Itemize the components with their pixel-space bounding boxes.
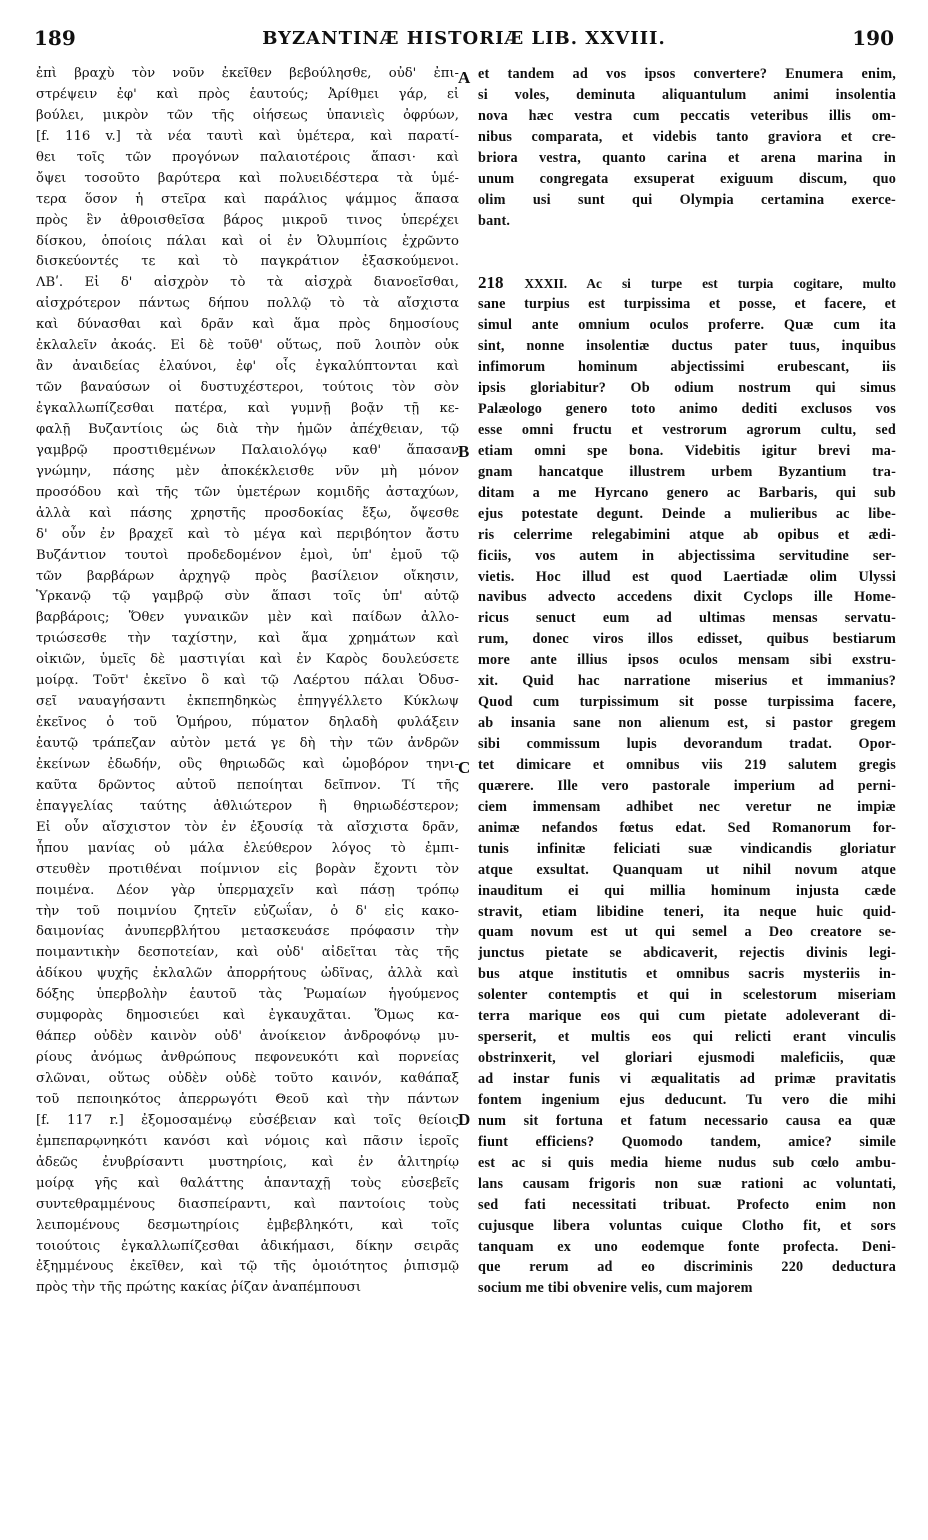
greek-text-line: γαμβρῷ προστιθεμένων Παλαιολόγῳ καθ' ἅπασαν	[36, 442, 459, 458]
greek-text-line: μοίρᾳ. Τοῦτ' ἐκεῖνο ὃ καὶ τῷ Λαέρτου πάλαι Ὀδυσ-	[36, 673, 459, 689]
latin-text-line: quærere. Ille vero pastorale imperium ad perni-	[478, 777, 896, 794]
greek-text-line: καῦτα δρῶντος αὐτοῦ πεποίηται δεῖπνον. Τί τῆς	[36, 777, 459, 793]
greek-text-line: προσόδου καὶ τῆς τῶν ὑμετέρων κομιδῆς ἀσταχύων,	[36, 484, 459, 500]
latin-text-line: inauditum ei qui millia hominum injusta cæde	[478, 882, 896, 899]
running-title: BYZANTINÆ HISTORIÆ LIB. XXVIII.	[262, 28, 666, 49]
greek-text-line: ἐκεῖνος ὁ τοῦ Ὁμήρου, πύματον δηλαδὴ φυλάξειν	[36, 715, 459, 731]
latin-text-line: tunis infinitæ feliciati suæ vindicandis gloriatur	[478, 840, 896, 857]
greek-text-line: ἐκλαλεῖν ἀκοάς. Εἰ δὲ τοῦθ' οὕτως, ποῦ λοιπὸν οὐκ	[36, 338, 459, 354]
greek-text-line: οἰκιῶν, ὑμεῖς δὲ μαστιγίαι καὶ ἐν Καρὸς δουλεύσετε	[36, 652, 459, 668]
greek-text-line: Εἰ οὖν αἴσχιστον τὸν ἐν ἐξουσίᾳ τὰ αἴσχιστα δρᾶν,	[36, 819, 459, 835]
latin-text-line: ab insania sane non alienum est, si pastor gregem	[478, 715, 896, 732]
greek-text-line: δ' οὖν ἐν βραχεῖ καὶ τὸ μέγα καὶ περιβόητον ἄστυ	[36, 526, 459, 542]
greek-text-line: Βυζάντιον τουτοὶ προδεδομένον ἐμοὶ, ὑπ' ἐμοῦ τῷ	[36, 547, 459, 563]
greek-text-line: ΛΒʹ. Εἰ δ' αἰσχρὸν τὸ τὰ αἰσχρὰ διανοεῖσθαι,	[36, 275, 459, 291]
greek-text-line: ἐγκαλλωπίζεσθαι πατέρα, καὶ γυμνῇ βοᾷν τῇ κε-	[36, 401, 459, 416]
greek-text-line: ἐπαγγελίας ταύτης ἀθλιώτερον ἢ θηριωδέστερον;	[36, 798, 459, 814]
edition-page-number: 218	[478, 273, 525, 293]
greek-text-line: τριώσεσθε τὴν ταχίστην, καὶ ἅμα χρημάτων καὶ	[36, 631, 459, 647]
latin-text-line: nova hæc vestra cum peccatis veteribus illis om-	[478, 107, 896, 124]
latin-text-line: num sit fortuna et fatum necessario causa ea quæ	[478, 1112, 896, 1129]
latin-text-line: esse omni fructu et vestrorum agrorum cultu, sed	[478, 421, 896, 438]
latin-text-line: bus atque institutis et omnibus sacris mysteriis in-	[478, 966, 896, 983]
greek-text-line: ἀδεῶς ἐνυβρίσαντι μυστηρίοις, καὶ ἐν ἀλιτηρίῳ	[36, 1154, 459, 1170]
greek-text-line: θάπερ οὐδὲν καινὸν οὐδ' ἀνοίκειον ἀνδροφόνῳ μυ-	[36, 1029, 459, 1045]
latin-text-line: obstrinxerit, vel gloriari ejusmodi maleficiis, quæ	[478, 1050, 896, 1067]
greek-text-line: ποιμαντικὴν δεσποτείαν, καὶ οὐδ' αἰδεῖται τὰς τῆς	[36, 945, 459, 961]
latin-text-line: nibus comparata, et videbis tanto graviora et cre-	[478, 128, 896, 145]
running-header	[34, 26, 894, 62]
latin-text-line: cujusque libera voluntas cuique Clotho fit, et sors	[478, 1217, 896, 1234]
latin-text-line: stravit, etiam libidine teneri, ita neque huic quid-	[478, 903, 896, 920]
latin-text-line: etiam omni spe bona. Videbitis igitur brevi ma-	[478, 442, 896, 459]
latin-text-line: animæ nefandos fœtus edat. Sed Romanorum for-	[478, 819, 896, 836]
greek-text-line: δισκεύοντές τε καὶ τὸ παγκράτιον ἐξασκούμενοι.	[36, 254, 459, 270]
latin-text-line: tet dimicare et omnibus viis 219 salutem gregis	[478, 756, 896, 773]
greek-text-line: ἐπὶ βραχὺ τὸν νοῦν ἐκεῖθεν βεβούλησθε, οὐδ' ἐπι-	[36, 66, 459, 81]
latin-text-line: navibus advecto accedens dixit Cyclops ille Home-	[478, 589, 896, 606]
latin-text-line: briora vestra, quanto carina et arena marina in	[478, 149, 896, 166]
greek-text-line: ρίους ἀνόμως ἀνθρώπους πεφονευκότι καὶ πορνείας	[36, 1050, 459, 1066]
latin-text-line: rum, donec viros illos edisset, quibus bestiarum	[478, 631, 896, 648]
greek-text-line: σεῖ ναυαγήσαντι ἐκπεπηδηκὼς ἐπηγγέλλετο Κύκλωψ	[36, 694, 459, 710]
paragraph-gap	[478, 252, 896, 273]
margin-letter-a: A	[458, 68, 471, 87]
greek-text-line: συμφορὰς δημοσιεύει καὶ ἐγκαυχᾶται. Ὅμως κα-	[36, 1008, 459, 1024]
greek-text-line: ἂν ἀναιδείας ἐλαύνοι, ἐφ' οἷς ἐγκαλύπτονται καὶ	[36, 359, 459, 375]
greek-text-line: τῶν βαρβάρων ἀρχηγῷ πρὸς βασίλειον οἴκησιν,	[36, 568, 459, 584]
latin-text-line: infimorum hominum abjectissimi erubescant, iis	[478, 359, 896, 376]
latin-text-line: socium me tibi obvenire velis, cum majorem	[478, 1280, 753, 1297]
latin-text-line: ris celerrime relegabimini atque ab opibus et ædi-	[478, 526, 896, 543]
greek-text-line: ἐξημμένους ἐκεῖθεν, καὶ τῷ τῆς ὁμοιότητος ῥιπισμῷ	[36, 1259, 459, 1275]
greek-text-line: ἑαυτῷ τράπεζαν αὐτὸν μετά γε δὴ τὴν τῶν ἀνδρῶν	[36, 736, 459, 751]
greek-text-line: αἰσχρότερον πάντως δήπου πολλῷ τὸ τὰ αἴσχιστα	[36, 296, 459, 312]
greek-text-line: μοίρᾳ γῆς καὶ θαλάττης ἁπανταχῇ τοὺς εὐσεβεῖς	[36, 1175, 459, 1191]
latin-text-line: tanquam ex uno eodemque fonte profecta. Deni-	[478, 1238, 896, 1255]
greek-text-line: λειπομένους δεσμωτηρίοις ἐμβεβληκότι, καὶ τοῖς	[36, 1217, 459, 1233]
greek-text-line: πρὸς ἓν ἀθροισθεῖσα βάρος μικροῦ τινος ὑπερέχει	[36, 212, 459, 228]
latin-text-line: si voles, deminuta aliquantulum animi insolentia	[478, 86, 896, 103]
greek-text-line: καὶ δύνασθαι καὶ δρᾶν καὶ ἅμα πρὸς δημοσίους	[36, 317, 459, 333]
latin-text-line: lans causam frigoris non suæ rationi ac voluntati,	[478, 1175, 896, 1192]
latin-text-line: solenter contemptis et qui in scelestorum miseriam	[478, 987, 896, 1004]
greek-text-line: πρὸς τὴν τῆς πρώτης κακίας ῥίζαν ἀναπέμπουσι	[36, 1280, 361, 1296]
latin-text-line: est ac si quis media hieme nudus sub cœlo ambu-	[478, 1154, 896, 1171]
greek-text-line: τοιούτοις ἐγκαλλωπίζεσθαι ἀδικήμασι, δίκην σειρᾶς	[36, 1238, 459, 1254]
latin-text-line: ricus senuct eum ad ultimas mensas servatu-	[478, 610, 896, 627]
latin-text-line: atque exsultat. Quanquam ut nihil novum atque	[478, 861, 896, 878]
greek-text-line: συντεθραμμένους διασπείραντι, καὶ παντοίοις τοὺς	[36, 1196, 459, 1212]
latin-text-line: Palæologo genero toto animo dediti exclusos vos	[478, 401, 896, 417]
greek-text-line: βαρβάροις; Ὅθεν γυναικῶν μὲν καὶ παίδων ἀλλο-	[36, 610, 459, 626]
latin-text-line: et tandem ad vos ipsos convertere? Enumera enim,	[478, 66, 896, 82]
latin-text-line: terra marique eos qui cum pietate adoleverant di-	[478, 1008, 896, 1025]
greek-text-line: δίσκου, ὁποίοις πάλαι καὶ οἱ ἐν Ὀλυμπίοις ἐχρῶντο	[36, 233, 459, 249]
latin-text-line: ditam a me Hyrcano genero ac Barbaris, qui sub	[478, 484, 896, 501]
greek-text-line: ποιμένα. Δέον γὰρ ὑπερμαχεῖν καὶ πάσῃ τρόπῳ	[36, 882, 459, 898]
paragraph-gap	[478, 232, 896, 253]
greek-text-line: στευθὲν προτιθέναι ποίμνιον εἰς βορὰν ἔχοντι τὸν	[36, 861, 459, 877]
greek-text-line: Ὑρκανῷ τῷ γαμβρῷ σὺν ἅπασι τοῖς ὑπ' αὐτῷ	[36, 589, 459, 605]
latin-text-line: sed fati necessitati tribuat. Profecto enim non	[478, 1196, 896, 1213]
margin-letter-c: C	[458, 758, 471, 777]
latin-text-line: que rerum ad eo discriminis 220 deductura	[478, 1259, 896, 1276]
greek-text-line: ἐκείνων ἐδωδήν, οὓς θηριωδῶς καὶ ὠμοβόρον τηνι-	[36, 756, 459, 772]
latin-text-line: junctus pietate se abdicaverit, rejectis divinis legi-	[478, 945, 896, 962]
greek-text-line: φαλῇ Βυζαντίοις ὡς διὰ τὴν ἡμῶν ἀπέχθειαν, τῷ	[36, 421, 459, 437]
latin-text-line: sane turpius est turpissima et posse, et facere, et	[478, 296, 896, 313]
greek-text-line: ἀλλὰ καὶ πάσης χρηστῆς προσδοκίας ἔξω, ὄψεσθε	[36, 505, 459, 521]
margin-letter-d: D	[458, 1110, 471, 1129]
greek-text-line: στρέψειν ἐφ' καὶ πρὸς ἑαυτούς; Ἀρίθμει γάρ, εἰ	[36, 86, 459, 102]
margin-letter-b: B	[458, 442, 470, 461]
greek-text-line: τὴν τοῦ ποιμνίου ζητεῖν εὐζωΐαν, ὁ δ' εἰς κακο-	[36, 903, 459, 919]
latin-text-line: olim usi sunt qui Olympia certamina exerce-	[478, 191, 896, 208]
page-number-right: 190	[852, 26, 894, 50]
greek-text-line: τοῦ πεποιηκότος ἀπερρωγότι Θεοῦ καὶ τὴν πάντων	[36, 1091, 459, 1107]
latin-column	[478, 64, 896, 1524]
latin-text-line: ad instar funis vi æqualitatis ad primæ pravitatis	[478, 1071, 896, 1087]
latin-text-line: ficiis, vos autem in abjectissima servitudine ser-	[478, 547, 896, 564]
latin-text-line: ejus potestate degunt. Deinde a mulieribus ac libe-	[478, 505, 896, 522]
greek-text-line: δόξης ὑπερβολὴν ἑαυτοῦ τὰς Ῥωμαίων ἡγούμενος	[36, 987, 459, 1003]
latin-text-line: sint, nonne insolentiæ ductus pater tuus, inquibus	[478, 338, 896, 355]
latin-text-line: ciem immensam adhibet nec veretur ne impiæ	[478, 798, 896, 815]
greek-text-line: θει τοῖς τῶν προγόνων παλαιοτέροις ἅπασι· καὶ	[36, 149, 459, 165]
latin-text-line: more ante illius ipsos oculos mensam sibi exstru-	[478, 652, 896, 669]
greek-text-line: [f. 116 v.] τὰ νέα ταυτὶ καὶ ὑμέτερα, καὶ παρατί-	[36, 128, 459, 144]
greek-text-line: σλῶναι, οὕτως οὐδὲν οὐδὲ τοῦτο καινόν, καθάπαξ	[36, 1071, 459, 1086]
latin-text-line: xit. Quid hac narratione miserius et immanius?	[478, 673, 896, 690]
latin-text-line: Quod cum turpissimum sit posse turpissima facere,	[478, 694, 896, 711]
latin-text-line: unum congregata exsuperat exiguum discum, quo	[478, 170, 896, 187]
greek-text-line: ἀδίκου ψυχῆς ἐκλαλῶν ἀπορρήτους ὠδῖνας, ἀλλὰ καὶ	[36, 966, 459, 982]
greek-text-line: γνώμην, πάσης μὲν ἀποκέκλεισθε νῦν μὴ μόνον	[36, 463, 459, 479]
latin-text-line: vietis. Hoc illud est quod Laertiadæ olim Ulyssi	[478, 568, 896, 585]
latin-text-line: quam novum est ut qui semel a Deo creatore se-	[478, 924, 896, 941]
greek-text-line: τῶν βαναύσων οἱ δυστυχέστεροι, τούτοις τὸν σὸν	[36, 380, 459, 396]
latin-text-line: sibi commissum lupis devorandum tradat. Opor-	[478, 736, 896, 752]
greek-text-line: τερα ὅσον ἡ στεῖρα καὶ παράλιος ψάμμος ἅπασα	[36, 191, 459, 207]
latin-text-line: fiunt efficiens? Quomodo tandem, amice? simile	[478, 1133, 896, 1150]
latin-text-line: simul ante omnium oculos proferre. Quæ cum ita	[478, 317, 896, 334]
greek-text-line: δαιμονίας ἀνυπερβλήτου μετασκευάσε πρόφασιν τὴν	[36, 924, 459, 940]
latin-text-line: fontem ingenium ejus deducunt. Tu vero die mihi	[478, 1091, 896, 1108]
greek-text-line: βούλει, μικρὸν τῶν τῆς οἰήσεως ὑπανιεὶς ὀφρύων,	[36, 107, 459, 123]
greek-text-line: ὄψει τοσοῦτο βαρύτερα καὶ πολυειδέστερα τὰ ὑμέ-	[36, 170, 459, 186]
greek-text-line: [f. 117 r.] ἐξομοσαμένῳ εὐσέβειαν καὶ τοῖς θείοις	[36, 1112, 459, 1128]
latin-text-line: 218 XXXII. Ac si turpe est turpia cogitare, multo	[478, 273, 896, 293]
latin-text-line: gnam hancatque illustrem urbem Byzantium tra-	[478, 463, 896, 480]
greek-column	[36, 64, 459, 1524]
latin-text-line: ipsis gloriabitur? Ob odium nostrum qui simus	[478, 380, 896, 397]
greek-text-line: ἧπου μανίας οὐ μάλα ἐλεύθερον λόγος τὸ ἐμπι-	[36, 840, 459, 856]
page-number-left: 189	[34, 26, 76, 50]
greek-text-line: ἐμπεπαρῳνηκότι κανόσι καὶ νόμοις καὶ πᾶσιν ἱεροῖς	[36, 1133, 459, 1149]
latin-text-line: bant.	[478, 212, 511, 229]
latin-text-line: sperserit, et multis eos qui relicti erant vinculis	[478, 1029, 896, 1046]
